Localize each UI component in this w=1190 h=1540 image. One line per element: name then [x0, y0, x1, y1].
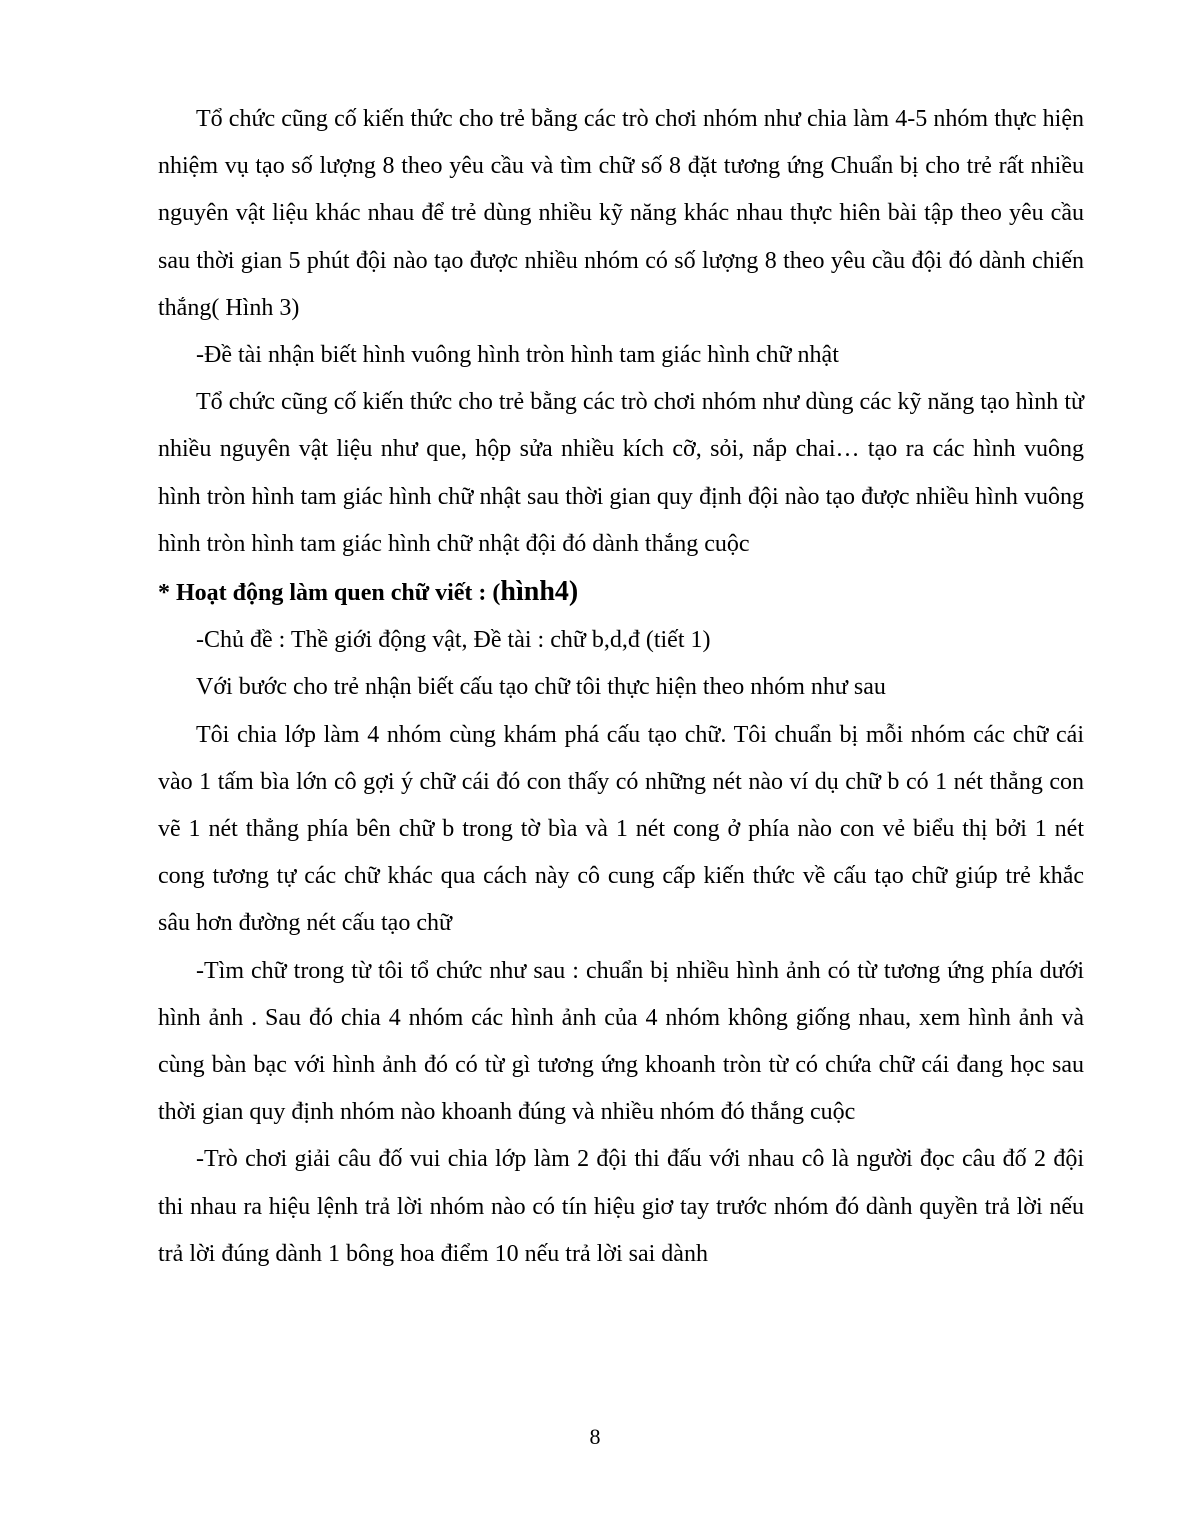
- paragraph-letter-structure: Tôi chia lớp làm 4 nhóm cùng khám phá cấu tạo chữ. Tôi chuẩn bị mỗi nhóm các chữ cái vào 1 tấm bìa lớn cô gợi ý chữ cái đó con thấy có những nét nào ví dụ chữ b có 1 nét thẳng con vẽ 1 nét thẳng phía bên chữ b trong tờ bìa và 1 nét cong ở phía nào con vẻ biểu thị bởi 1 nét cong tương tự các chữ khác qua cách này cô cung cấp kiến thức về cấu tạo chữ giúp trẻ khắc sâu hơn đường nét cấu tạo chữ: [158, 721, 1084, 937]
- paragraph-riddle-game: -Trò chơi giải câu đố vui chia lớp làm 2 đội thi đấu với nhau cô là người đọc câu đố 2 đội thi nhau ra hiệu lệnh trả lời nhóm nào có tín hiệu giơ tay trước nhóm đó dành quyền trả lời nếu trả lời đúng dành 1 bông hoa điểm 10 nếu trả lời sai dành: [158, 1146, 1084, 1267]
- paragraph-number-8-activity: Tổ chức cũng cố kiến thức cho trẻ bằng các trò chơi nhóm như chia làm 4-5 nhóm thực hiện nhiệm vụ tạo số lượng 8 theo yêu cầu và tìm chữ số 8 đặt tương ứng Chuẩn bị cho trẻ rất nhiều nguyên vật liệu khác nhau để trẻ dùng nhiều kỹ năng khác nhau thực hiên bài tập theo yêu cầu sau thời gian 5 phút đội nào tạo được nhiều nhóm có số lượng 8 theo yêu cầu đội đó dành chiến thắng( Hình 3): [158, 106, 1084, 321]
- paragraph-letter-structure-intro: Với bước cho trẻ nhận biết cấu tạo chữ tôi thực hiện theo nhóm như sau: [196, 674, 886, 701]
- topic-letters: -Chủ đề : Thề giới động vật, Đề tài : chữ b,d,đ (tiết 1): [196, 627, 711, 654]
- section-heading-text: * Hoạt động làm quen chữ viết : (: [158, 580, 501, 607]
- section-heading: [158, 568, 1084, 617]
- page-body: [158, 96, 1084, 1278]
- paragraph-shapes-activity: Tổ chức cũng cố kiến thức cho trẻ bằng các trò chơi nhóm như dùng các kỹ năng tạo hình từ nhiều nguyên vật liệu như que, hộp sửa nhiều kích cỡ, sỏi, nắp chai… tạo ra các hình vuông hình tròn hình tam giác hình chữ nhật sau thời gian quy định đội nào tạo được nhiều hình vuông hình tròn hình tam giác hình chữ nhật đội đó dành thắng cuộc: [158, 389, 1084, 557]
- paragraph-find-letters: -Tìm chữ trong từ tôi tổ chức như sau : chuẩn bị nhiều hình ảnh có từ tương ứng phía dưới hình ảnh . Sau đó chia 4 nhóm các hình ảnh của 4 nhóm không giống nhau, xem hình ảnh và cùng bàn bạc với hình ảnh đó có từ gì tương ứng khoanh tròn từ có chứa chữ cái đang học sau thời gian quy định nhóm nào khoanh đúng và nhiều nhóm đó thắng cuộc: [158, 957, 1084, 1126]
- page-number: 8: [589, 1424, 601, 1449]
- topic-shapes: -Đề tài nhận biết hình vuông hình tròn hình tam giác hình chữ nhật: [196, 342, 839, 369]
- section-heading-figure-ref: hình4): [500, 576, 579, 608]
